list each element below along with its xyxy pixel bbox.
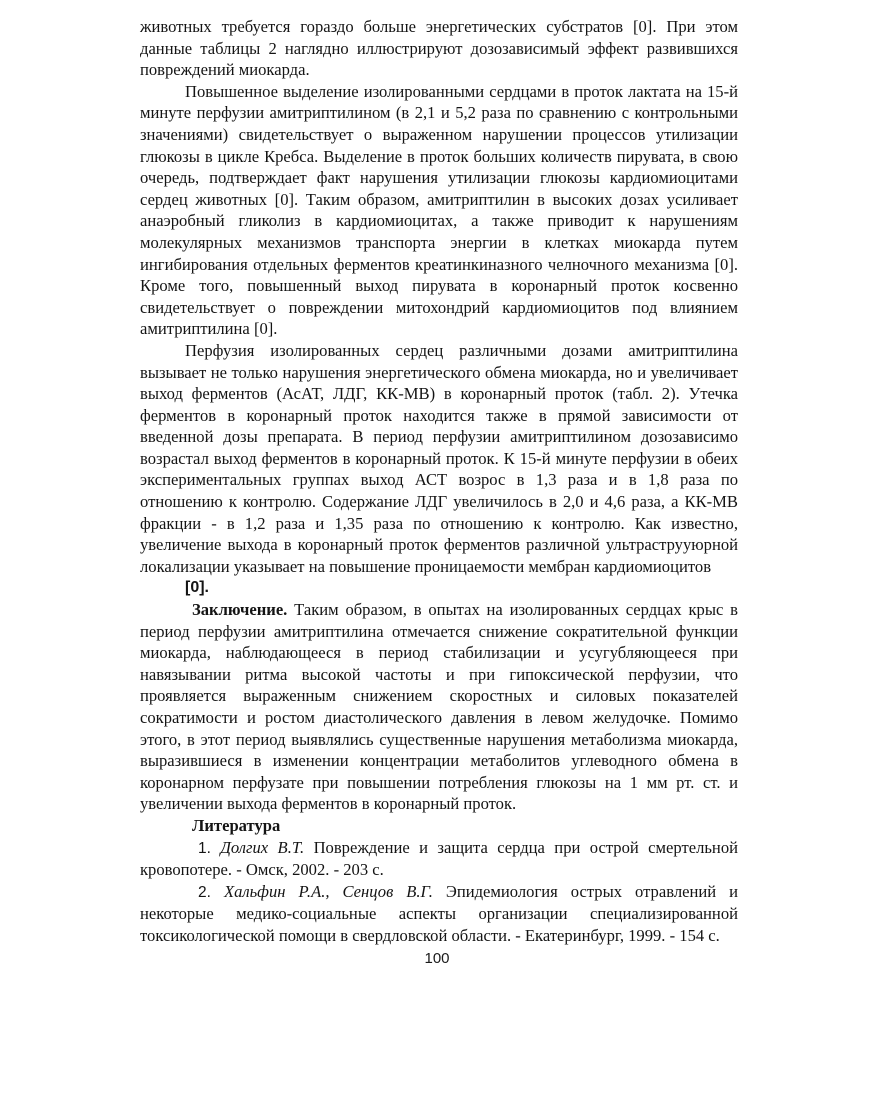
reference-authors: Хальфин Р.А., Сенцов В.Г. [223,881,433,901]
paragraph-conclusion [140,599,738,815]
paragraph-intro: животных требуется гораздо больше энергетических субстратов [0]. При этом данные таблицы 2 наглядно иллюстрируют дозозависимый эффект развившихся повреждений миокарда. [140,17,738,80]
page-number: 100 [424,950,450,967]
paragraph-enzymes-text: Перфузия изолированных сердец различными дозами амитриптилина вызывает не только нарушения энергетического обмена миокарда, но и увеличивает выход ферментов (АсАТ, ЛДГ, КК-МВ) в коронарный проток (табл. 2). Утечка ферментов в коронарный проток находится также в прямой зависимости от введенной дозы препарата. В период перфузии амитриптилином дозозависимо возрастал выход ферментов в коронарный проток. К 15-й минуте перфузии в обеих экспериментальных группах выход АСТ возрос в 1,3 раза и в 1,8 раза по отношению к контролю. Содержание ЛДГ увеличилось в 2,0 и 4,6 раза, а КК-МВ фракции - в 1,2 раза и 1,35 раза по отношению к контролю. Как известно, увеличение выхода в коронарный проток ферментов различной ультраструуюрной локализации указывает на повышение проницаемости мембран кардиомиоцитов [140,340,738,576]
document-page [140,16,738,947]
conclusion-text: Таким образом, в опытах на изолированных сердцах крыс в период перфузии амитриптилина отмечается снижение сократительной функции миокарда, наблюдающееся в период стабилизации и усугубляющееся при навязывании ритма высокой частоты и при гипоксической перфузии, что проявляется выраженным снижением скоростных и силовых показателей сократимости и ростом диастолического давления в левом желудочке. Помимо этого, в этот период выявлялись существенные нарушения метаболизма миокарда, выразившиеся в изменении концентрации метаболитов углеводного обмена в коронарном перфузате при повышении потребления глюкозы на 1 мм рт. ст. и увеличении выхода ферментов в коронарный проток. [140,600,738,814]
reference-number: 1. [198,839,211,857]
paragraph-lactate: Повышенное выделение изолированными сердцами в проток лактата на 15-й минуте перфузии амитриптилином (в 2,1 и 5,2 раза по сравнению с контрольными значениями) свидетельствует о выраженном нарушении процессов утилизации глюкозы в цикле Кребса. Выделение в проток больших количеств пирувата, в свою очередь, подтверждает факт нарушения утилизации глюкозы кардиомиоцитами сердец животных [0]. Таким образом, амитриптилин в высоких дозах усиливает анаэробный гликолиз в кардиомиоцитах, а также приводит к нарушениям молекулярных механизмов транспорта энергии в клетках миокарда путем ингибирования отдельных ферментов креатинкиназного челночного механизма [0]. Кроме того, повышенный выход пирувата в коронарный проток косвенно свидетельствует о повреждении митохондрий кардиомиоцитов под влиянием амитриптилина [0]. [140,81,738,339]
reference-number: 2. [198,883,211,901]
reference-text: Повреждение и защита сердца при острой смертельной кровопотере. - Омск, 2002. - 203 с. [140,837,738,880]
citation-ref: [0]. [185,579,209,597]
reference-item-1 [140,837,738,881]
conclusion-label: Заключение. [192,600,288,620]
reference-item-2 [140,881,738,947]
reference-authors: Долгих В.Т. [220,837,305,857]
reference-text: Эпидемиология острых отравлений и некоторые медико-социальные аспекты организации специализированной токсикологической помощи в свердловской области. - Екатеринбург, 1999. - 154 с. [140,881,738,945]
references-heading: Литература [192,815,281,835]
paragraph-enzymes [140,340,738,599]
